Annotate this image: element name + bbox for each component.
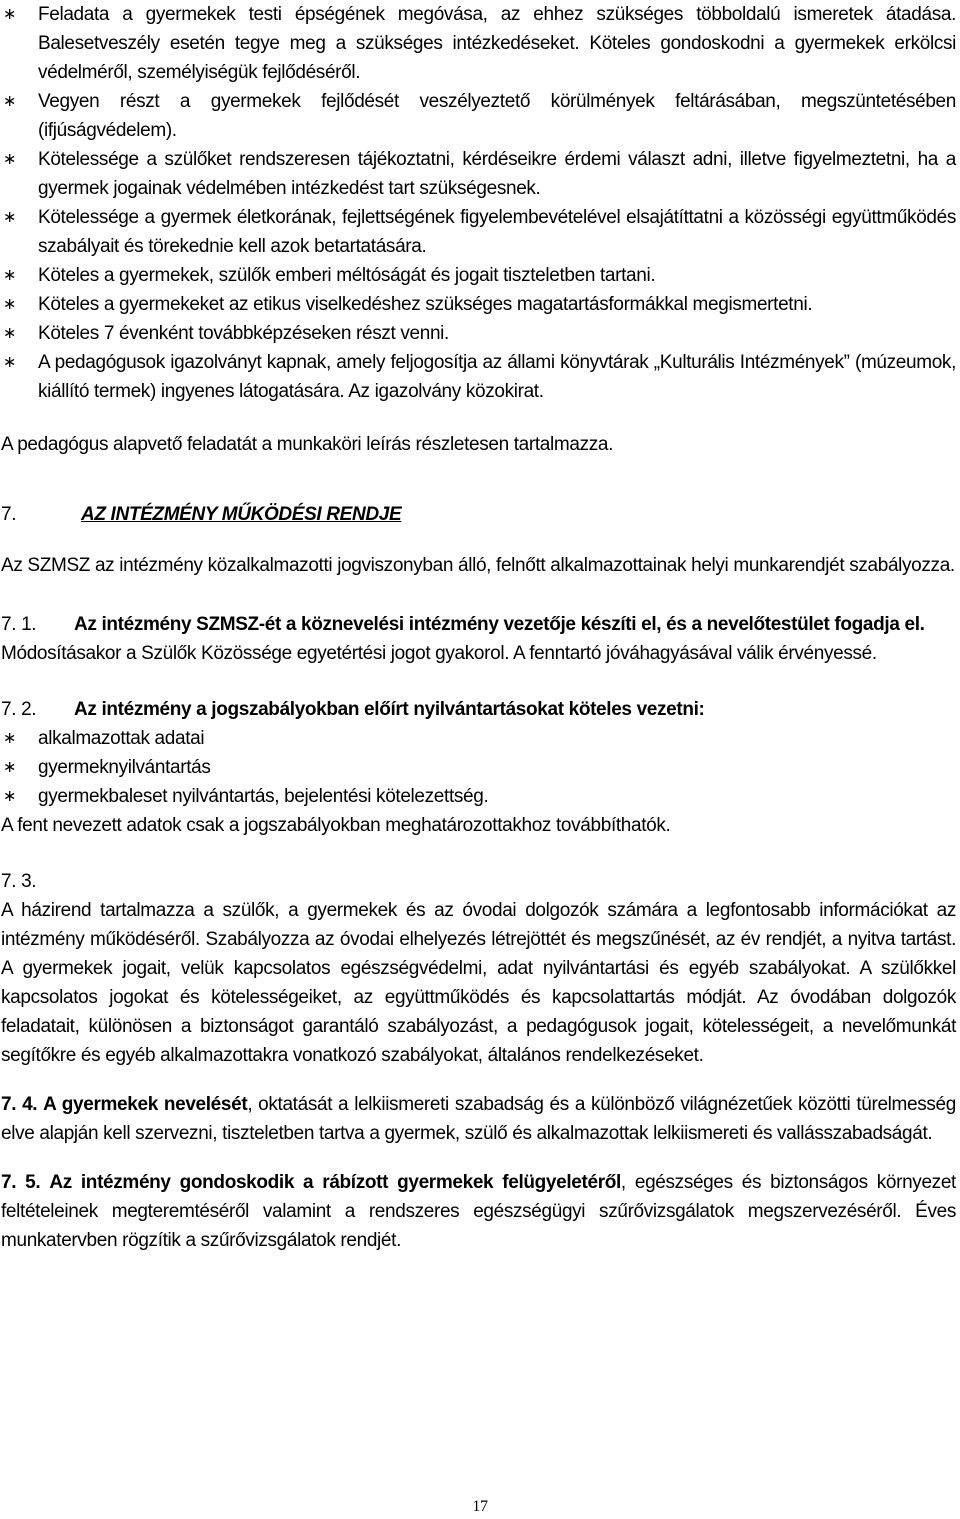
bullet-asterisk-icon: ∗ [3, 209, 17, 226]
bullet-asterisk-icon: ∗ [3, 325, 17, 342]
bullet-asterisk-icon: ∗ [3, 354, 17, 371]
section-7-5-rest: , egészséges és biztonságos környezet feltételeinek megteremtéséről valamint a rendszeres egészségügyi szűrővizsgálatok megszervezéséről. Éves munkatervben rögzítik a szűrővizsgálatok rendjét. [1, 1172, 956, 1251]
bullet-text: Köteles a gyermekek, szülők emberi méltóságát és jogait tiszteletben tartani. [38, 265, 656, 286]
section-7-2-heading [1, 695, 956, 724]
bullet-text: Köteles a gyermekeket az etikus viselkedéshez szükséges magatartásformákkal megismertetni. [38, 294, 813, 315]
section-7-1-heading [1, 610, 956, 639]
bullet-item [1, 724, 956, 753]
bullet-item [1, 348, 956, 406]
bullet-asterisk-icon: ∗ [3, 759, 17, 776]
page-content [1, 0, 956, 1255]
bullet-asterisk-icon: ∗ [3, 151, 17, 168]
bullet-text: Köteles 7 évenként továbbképzéseken részt venni. [38, 323, 449, 344]
bullet-asterisk-icon: ∗ [3, 93, 17, 110]
section-7-1-body: Módosításakor a Szülők Közössége egyetértési jogot gyakorol. A fenntartó jóváhagyásával válik érvényessé. [1, 643, 877, 664]
page-number: 17 [472, 1498, 488, 1515]
bullet-item [1, 0, 956, 87]
section-7-5-number: 7. 5. [1, 1172, 41, 1193]
section-7-title: AZ INTÉZMÉNY MŰKÖDÉSI RENDJE [81, 504, 402, 525]
section-7-2-title: Az intézmény a jogszabályokban előírt nyilvántartásokat köteles vezetni: [74, 699, 705, 720]
duties-bullet-list [1, 0, 956, 406]
bullet-item [1, 782, 956, 811]
bullet-asterisk-icon: ∗ [3, 730, 17, 747]
bullet-text: gyermeknyilvántartás [38, 757, 211, 778]
section-7-3-body: A házirend tartalmazza a szülők, a gyermekek és az óvodai dolgozók számára a legfontosabb információkat az intézmény működéséről. Szabályozza az óvodai elhelyezés létrejöttét és megszűnését, az év rendjét, a nyitva tartást. A gyermekek jogait, velük kapcsolatos egészségvédelmi, adat nyilvántartási és egyéb szabályokat. A szülőkkel kapcsolatos jogokat és kötelességeiket, az együttműködés és kapcsolattartás módját. Az óvodában dolgozók feladatait, különösen a biztonságot garantáló szabályozást, a pedagógusok jogait, kötelességeit, a nevelőmunkát segítőkre és egyéb alkalmazottakra vonatkozó szabályokat, általános rendelkezéseket. [1, 900, 956, 1066]
bullet-item [1, 319, 956, 348]
bullet-text: Kötelessége a szülőket rendszeresen tájékoztatni, kérdéseikre érdemi választ adni, illetve figyelmeztetni, ha a gyermek jogainak védelmében intézkedést tart szükségesnek. [38, 149, 956, 199]
bullet-item [1, 753, 956, 782]
bullet-asterisk-icon: ∗ [3, 296, 17, 313]
section-7-5-bold-lead: Az intézmény gondoskodik a rábízott gyermekek felügyeletéről [49, 1172, 621, 1193]
section-7-4-bold-lead: A gyermekek nevelését [43, 1094, 248, 1115]
summary-paragraph: A pedagógus alapvető feladatát a munkaköri leírás részletesen tartalmazza. [1, 434, 614, 455]
bullet-item [1, 87, 956, 145]
records-bullet-list [1, 724, 956, 811]
section-7-3-number: 7. 3. [1, 871, 37, 892]
bullet-asterisk-icon: ∗ [3, 6, 17, 23]
bullet-text: Feladata a gyermekek testi épségének megóvása, az ehhez szükséges többoldalú ismeretek átadása. Balesetveszély esetén tegye meg a szükséges intézkedéseket. Köteles gondoskodni a gyermekek erkölcsi védelméről, személyiségük fejlődéséről. [38, 4, 956, 83]
bullet-text: gyermekbaleset nyilvántartás, bejelentési kötelezettség. [38, 786, 489, 807]
bullet-asterisk-icon: ∗ [3, 267, 17, 284]
bullet-asterisk-icon: ∗ [3, 788, 17, 805]
bullet-item [1, 290, 956, 319]
section-7-4-number: 7. 4. [1, 1094, 38, 1115]
bullet-item [1, 145, 956, 203]
section-7-1-number: 7. 1. [1, 614, 37, 635]
section-7-1-title: Az intézmény SZMSZ-ét a köznevelési intézmény vezetője készíti el, és a nevelőtestület fogadja el. [74, 614, 925, 635]
bullet-item [1, 203, 956, 261]
section-7-heading [1, 500, 956, 529]
section-7-2-footer: A fent nevezett adatok csak a jogszabályokban meghatározottakhoz továbbíthatók. [1, 815, 671, 836]
section-7-5-paragraph [1, 1168, 956, 1255]
section-7-4-rest: , oktatását a lelkiismereti szabadság és a különböző világnézetűek közötti türelmesség elve alapján kell szervezni, tiszteletben tartva a gyermek, szülő és alkalmazottak lelkiismereti és vallásszabadságát. [1, 1094, 956, 1144]
bullet-text: alkalmazottak adatai [38, 728, 205, 749]
bullet-text: Vegyen részt a gyermekek fejlődését veszélyeztető körülmények feltárásában, megszüntetésében (ifjúságvédelem). [38, 91, 956, 141]
bullet-item [1, 261, 956, 290]
section-7-2-number: 7. 2. [1, 699, 37, 720]
section-7-number: 7. [1, 504, 17, 525]
section-7-intro: Az SZMSZ az intézmény közalkalmazotti jogviszonyban álló, felnőtt alkalmazottainak helyi munkarendjét szabályozza. [1, 555, 955, 576]
bullet-text: Kötelessége a gyermek életkorának, fejlettségének figyelembevételével elsajátíttatni a közösségi együttműködés szabályait és törekednie kell azok betartatására. [38, 207, 956, 257]
section-7-4-paragraph [1, 1090, 956, 1148]
bullet-text: A pedagógusok igazolványt kapnak, amely feljogosítja az állami könyvtárak „Kulturális Intézmények” (múzeumok, kiállító termek) ingyenes látogatására. Az igazolvány közokirat. [38, 352, 956, 402]
